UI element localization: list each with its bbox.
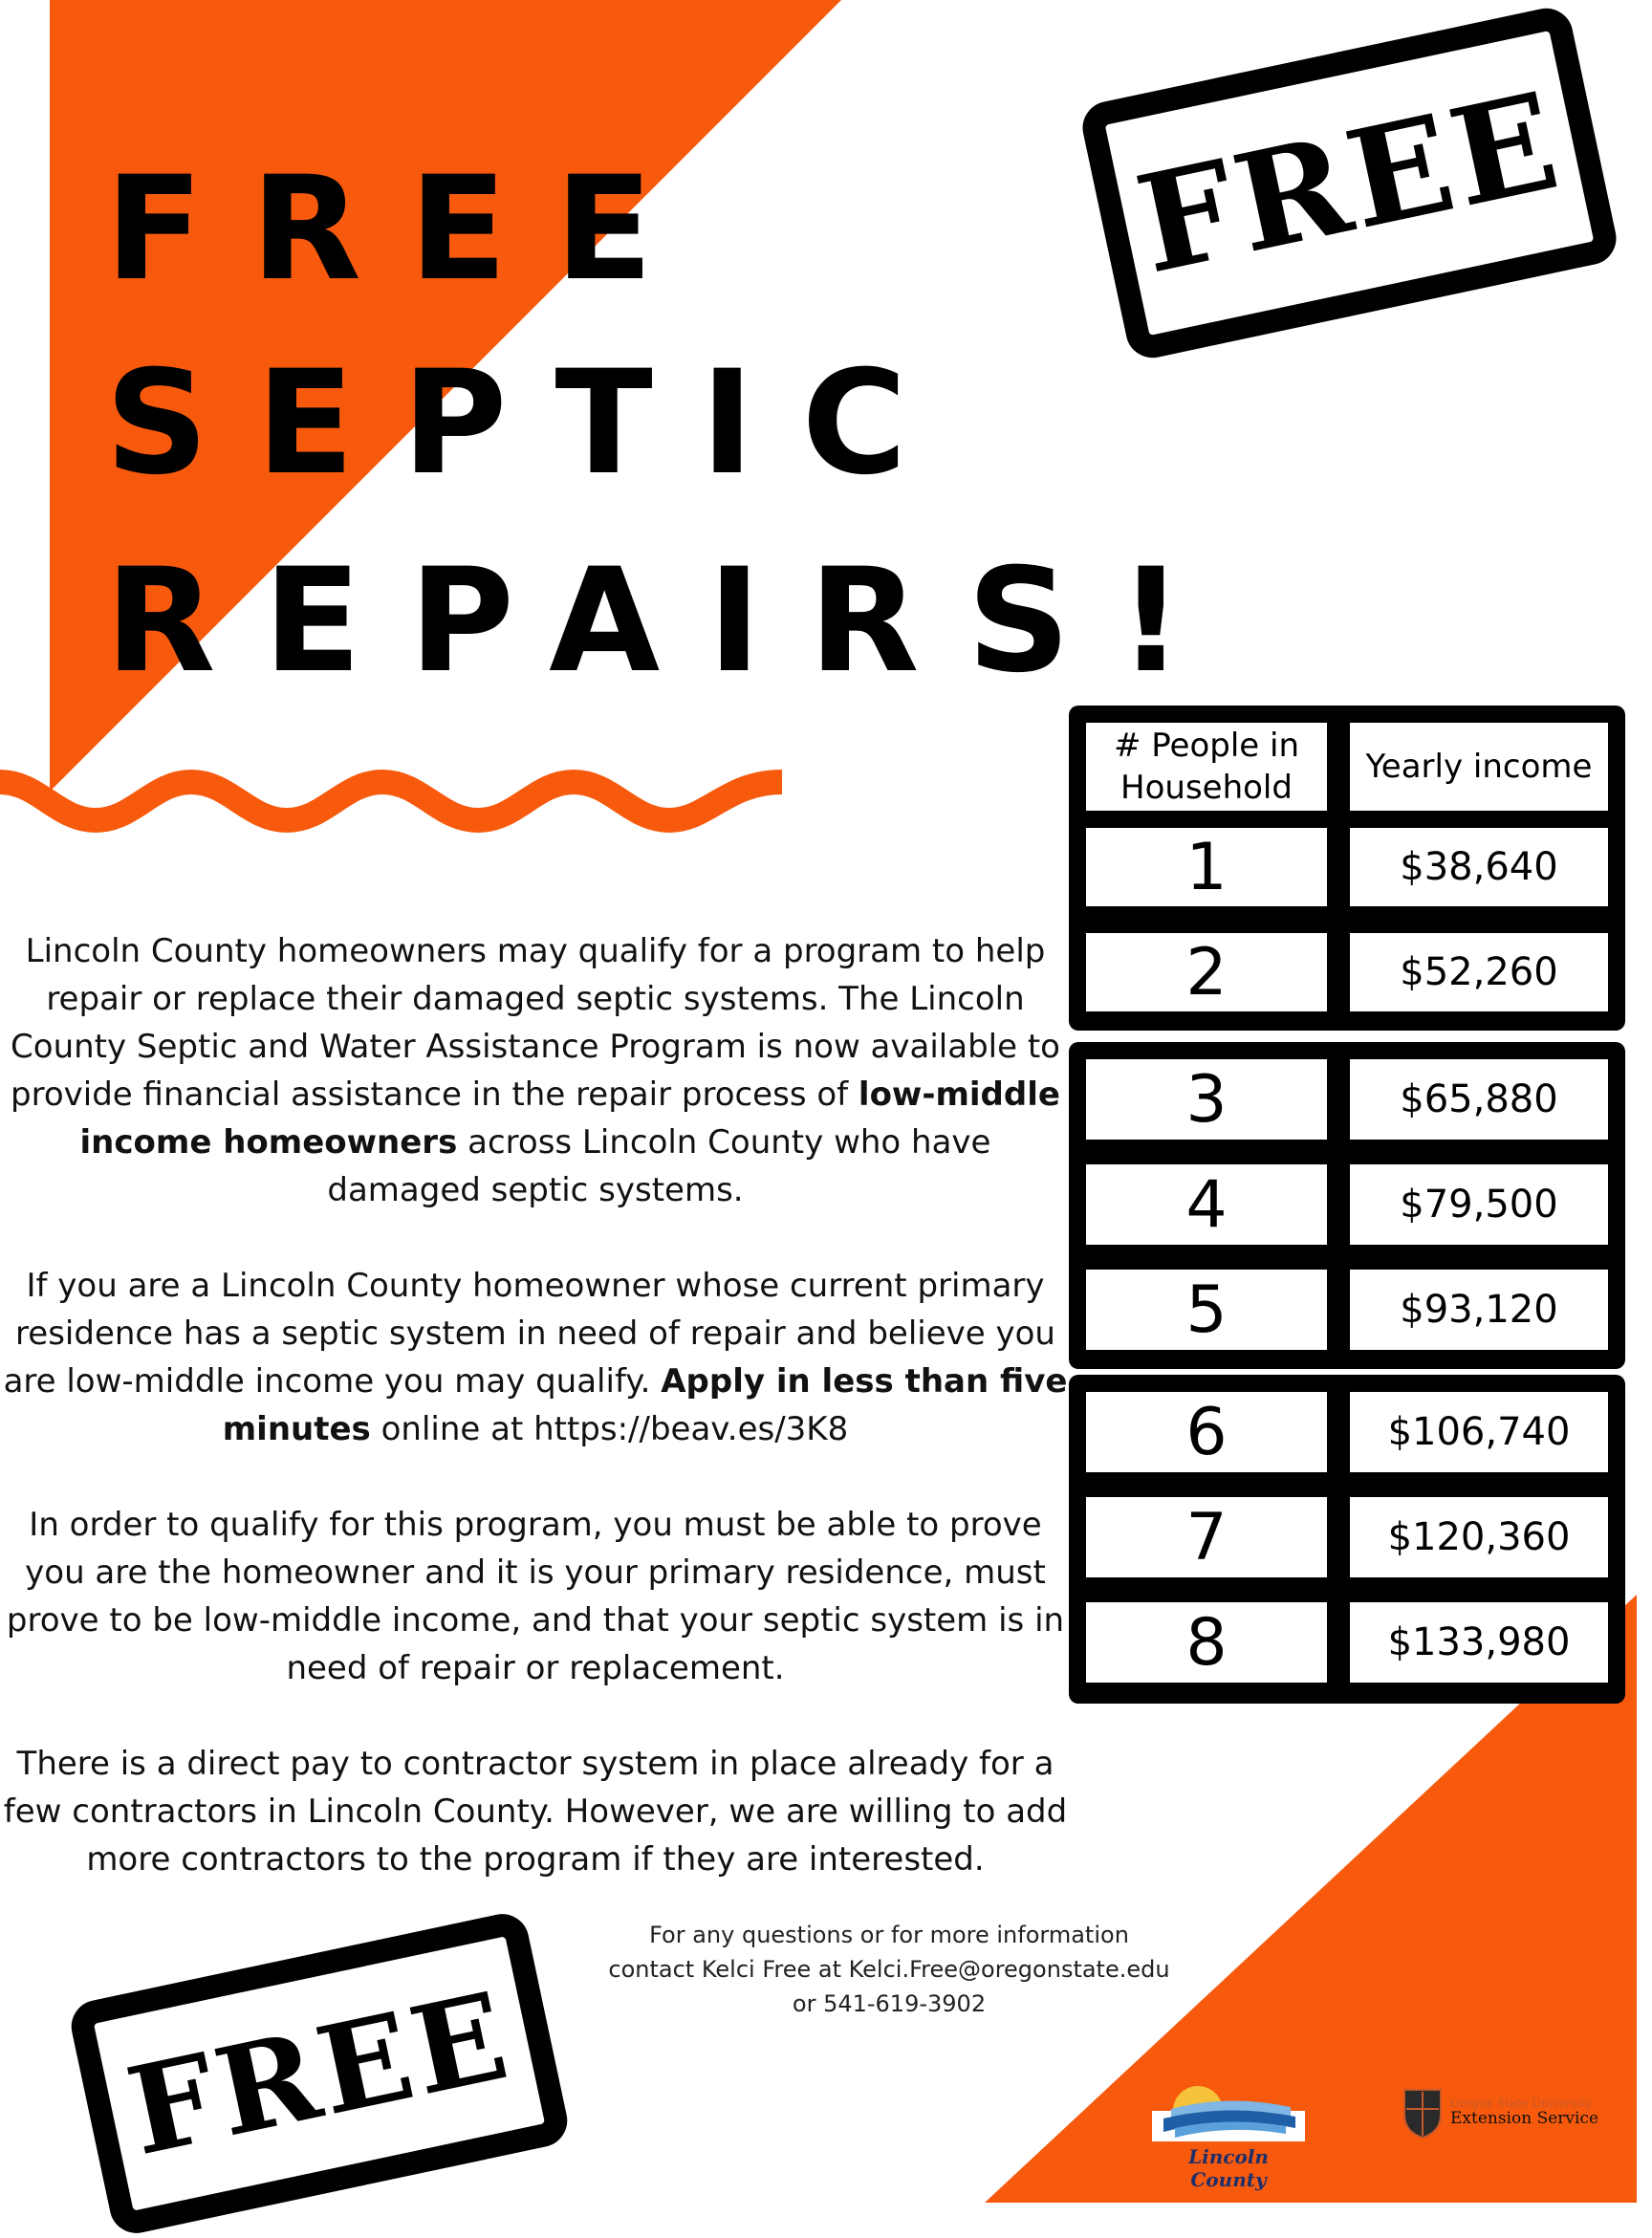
osu-logo-line-1: Oregon State University <box>1450 2097 1592 2111</box>
row-5-people: 5 <box>1086 1270 1327 1350</box>
contact-info <box>535 1918 1243 2021</box>
headline-line-1: FREE <box>105 146 701 313</box>
row-7-income: $120,360 <box>1350 1497 1608 1577</box>
paragraph-contractors: There is a direct pay to contractor system in place already for a few contractors in Lincoln County. However, we are willing to add more contractors to the program if they are interested. <box>3 1745 1068 1879</box>
income-table-group-1 <box>1069 706 1625 1031</box>
row-7-people: 7 <box>1086 1497 1327 1577</box>
lincoln-county-logo-text: Lincoln County <box>1188 2145 1269 2191</box>
row-2-income: $52,260 <box>1350 933 1608 1011</box>
p1-text-end: across Lincoln County who have damaged septic systems. <box>327 1123 991 1209</box>
row-6-people: 6 <box>1086 1392 1327 1472</box>
osu-logo-line-2: Extension Service <box>1450 2109 1599 2129</box>
free-stamp-bottom-text: FREE <box>116 1964 523 2184</box>
paragraph-eligibility <box>0 1262 1071 1453</box>
headline-line-3: REPAIRS! <box>105 538 1231 705</box>
row-5-income: $93,120 <box>1350 1270 1608 1350</box>
lincoln-county-logo-icon <box>1152 2075 1305 2141</box>
p2-bold: Apply in less than five minutes <box>222 1362 1068 1448</box>
contact-line-1: For any questions or for more information <box>649 1922 1129 1948</box>
row-8-people: 8 <box>1086 1602 1327 1683</box>
row-4-people: 4 <box>1086 1164 1327 1245</box>
row-8-income: $133,980 <box>1350 1602 1608 1683</box>
header-people-in-household: # People in Household <box>1086 723 1327 811</box>
headline-line-2: SEPTIC <box>105 340 955 507</box>
free-stamp-top-text: FREE <box>1124 62 1575 304</box>
row-3-people: 3 <box>1086 1059 1327 1140</box>
lincoln-county-logo <box>1152 2075 1305 2191</box>
osu-extension-logo <box>1401 2084 1601 2141</box>
p2-text-end: online at https://beav.es/3K8 <box>370 1410 849 1448</box>
p1-bold: low-middle income homeowners <box>79 1076 1060 1162</box>
paragraph-program-intro <box>0 927 1071 1214</box>
orange-wave-decoration <box>0 782 782 820</box>
income-table-group-3 <box>1069 1375 1625 1704</box>
header-yearly-income: Yearly income <box>1350 723 1608 811</box>
p1-text: Lincoln County homeowners may qualify for a program to help repair or replace their damaged septic systems. The Lincoln County Septic and Water Assistance Program is now available to provide financial assistance in the repair process of <box>11 932 1060 1114</box>
row-6-income: $106,740 <box>1350 1392 1608 1472</box>
paragraph-requirements: In order to qualify for this program, you must be able to prove you are the homeowner and it is your primary residence, must prove to be low-middle income, and that your septic system is in need of repair or replacement. <box>6 1506 1065 1687</box>
p2-text: If you are a Lincoln County homeowner whose current primary residence has a septic system in need of repair and believe you are low-middle income you may qualify. <box>3 1267 1055 1401</box>
row-3-income: $65,880 <box>1350 1059 1608 1140</box>
osu-shield-icon <box>1401 2086 1445 2140</box>
contact-line-2: contact Kelci Free at Kelci.Free@oregonstate.edu <box>608 1956 1170 1983</box>
contact-line-3: or 541-619-3902 <box>792 1990 987 2017</box>
row-4-income: $79,500 <box>1350 1164 1608 1245</box>
row-1-people: 1 <box>1086 828 1327 906</box>
row-2-people: 2 <box>1086 933 1327 1011</box>
body-text <box>0 927 1071 1931</box>
income-table-group-2 <box>1069 1042 1625 1369</box>
row-1-income: $38,640 <box>1350 828 1608 906</box>
